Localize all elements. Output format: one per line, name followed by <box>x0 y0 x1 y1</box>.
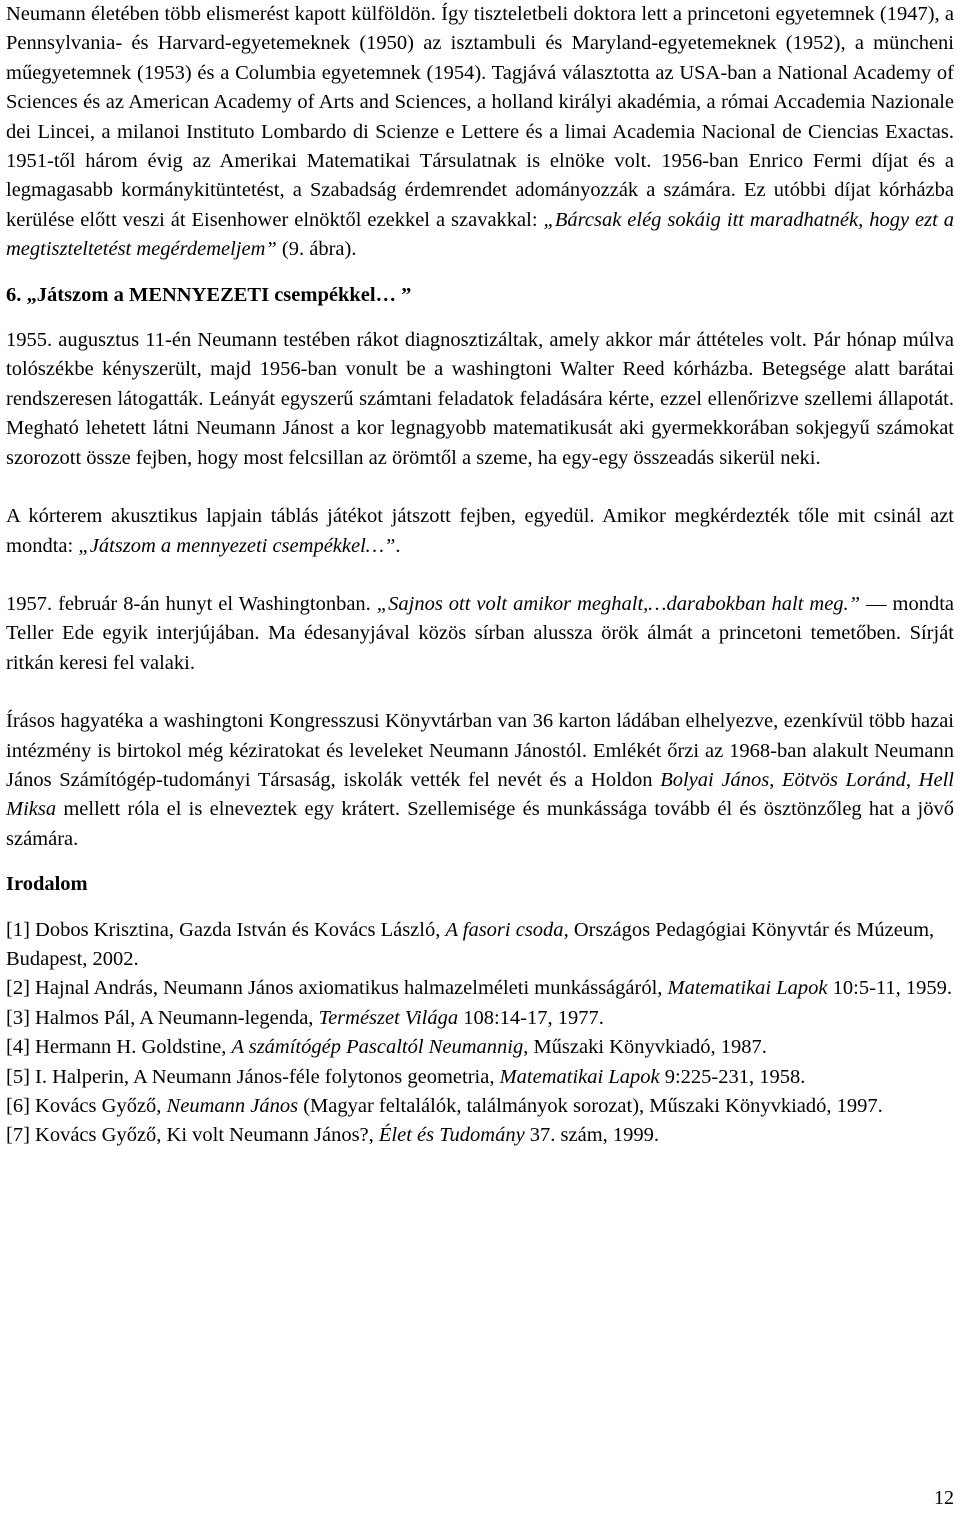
reference-item <box>6 1121 954 1150</box>
text-run: [2] Hajnal András, Neumann János axiomatikus halmazelméleti munkásságáról, <box>6 977 668 1000</box>
italic-text: Bolyai János, Eötvös Loránd, Hell Miksa <box>6 768 954 821</box>
paragraph-illness <box>6 326 954 473</box>
text-run: 10:5-11, 1959. <box>827 977 953 1000</box>
text-run: [3] Halmos Pál, A Neumann-legenda, <box>6 1006 319 1029</box>
reference-item <box>6 1063 954 1092</box>
text-run: 1955. augusztus 11-én Neumann testében rákot diagnosztizáltak, amely akkor már áttételes volt. Pár hónap múlva tolószékbe kényszerült, majd 1956-ban vonult be a washingtoni Walter Reed kórházba. Betegsége alatt barátai rendszeresen látogatták. Leányát egyszerű számtani feladatok feladására kérte, ezzel ellenőrizve szellemi állapotát. Megható lehetett látni Neumann Jánost a kor legnagyobb matematikusát aki gyermekkorában sokjegyű számokat szorozott össze fejben, hogy most felcsillan az örömtől a szeme, ha egy-egy összeadás sikerül neki. <box>6 329 954 469</box>
text-run: , Műszaki Könyvkiadó, 1987. <box>523 1036 767 1059</box>
text-run: 108:14-17, 1977. <box>458 1006 604 1029</box>
text-run: Neumann életében több elismerést kapott külföldön. Így tiszteletbeli doktora lett a princetoni egyetemnek (1947), a Pennsylvania- és Harvard-egyetemeknek (1950) az isztambuli és Maryland-egyetemeknek (1952), a müncheni műegyetemnek (1953) és a Columbia egyetemnek (1954). Tagjává választotta az USA-ban a National Academy of Sciences és az American Academy of Arts and Sciences, a holland királyi akadémia, a római Accademia Nazionale dei Lincei, a milanoi Instituto Lombardo di Scienze e Lettere és a limai Academia Nacional de Ciencias Exactas. 1951-től három évig az Amerikai Matematikai Társulatnak is elnöke volt. 1956-ban Enrico Fermi díjat és a legmagasabb kormánykitüntetést, a Szabadság érdemrendet adományozzák a számára. Ez utóbbi díjat kórházba kerülése előtt veszi át Eisenhower elnöktől ezekkel a szavakkal: <box>6 3 954 231</box>
text-run: [6] Kovács Győző, <box>6 1095 167 1117</box>
italic-text: Neumann János <box>166 1095 299 1117</box>
italic-text: „Bárcsak elég sokáig itt maradhatnék, hogy ezt a megtiszteltetést megérdemeljem” <box>6 208 954 261</box>
reference-item <box>6 1092 954 1121</box>
text-run: [5] I. Halperin, A Neumann János-féle folytonos geometria, <box>6 1065 500 1088</box>
references-list <box>6 916 954 1151</box>
italic-text: Természet Világa <box>318 1006 459 1029</box>
text-run: (9. ábra). <box>276 238 357 261</box>
text-run: (Magyar feltalálók, találmányok sorozat), Műszaki Könyvkiadó, 1997. <box>298 1095 883 1117</box>
text-run: . <box>395 534 401 557</box>
italic-text: „Sajnos ott volt amikor meghalt,…darabokban halt meg.” <box>376 592 861 615</box>
italic-text: Matematikai Lapok <box>499 1065 660 1088</box>
reference-item <box>6 1033 954 1062</box>
italic-text: A fasori csoda <box>445 918 564 941</box>
italic-text: „Játszom a mennyezeti csempékkel…” <box>78 534 396 557</box>
reference-item <box>6 974 954 1003</box>
intro-section <box>6 0 954 265</box>
text-run: [1] Dobos Krisztina, Gazda István és Kovács László, <box>6 918 446 941</box>
paragraph-hospital-room <box>6 502 954 561</box>
italic-text: Matematikai Lapok <box>667 977 828 1000</box>
page-number: 12 <box>934 1487 954 1509</box>
paragraph-honors <box>6 0 954 265</box>
text-run: mellett róla el is elneveztek egy krátert. Szellemisége és munkássága tovább él és ösztönzőleg hat a jövő számára. <box>6 798 954 850</box>
text-run: 1957. február 8-án hunyt el Washingtonban. <box>6 592 377 615</box>
italic-text: A számítógép Pascaltól Neumannig <box>231 1036 524 1059</box>
text-run: [4] Hermann H. Goldstine, <box>6 1036 232 1059</box>
text-run: 37. szám, 1999. <box>524 1124 660 1147</box>
document-page <box>6 0 954 1151</box>
reference-item <box>6 1004 954 1033</box>
text-run: 9:225-231, 1958. <box>659 1065 806 1088</box>
text-run: Írásos hagyatéka a washingtoni Kongresszusi Könyvtárban van 36 karton ládában elhelyezve, ezenkívül több hazai intézmény is birtokol még kéziratokat és leveleket Neumann Jánostól. Emlékét őrzi az 1968-ban alakult Neumann János Számítógép-tudományi Társaság, iskolák vették fel nevét és a Holdon <box>6 710 954 791</box>
text-run: A kórterem akusztikus lapjain táblás játékot játszott fejben, egyedül. Amikor megkérdezték tőle mit csinál azt mondta: <box>6 505 954 557</box>
paragraph-death <box>6 590 954 678</box>
text-run: , Országos Pedagógiai Könyvtár és Múzeum, Budapest, 2002. <box>6 918 935 970</box>
italic-text: Élet és Tudomány <box>378 1124 525 1147</box>
text-run: [7] Kovács Győző, Ki volt Neumann János?, <box>6 1124 379 1147</box>
section-heading: 6. „Játszom a MENNYEZETI csempékkel… ” <box>6 283 412 306</box>
reference-item <box>6 916 954 975</box>
paragraph-legacy <box>6 707 954 854</box>
text-run: — mondta Teller Ede egyik interjújában. Ma édesanyjával közös sírban alussza örök álmát a princetoni temetőben. Sírját ritkán keresi fel valaki. <box>6 592 955 674</box>
body-section <box>6 326 954 854</box>
references-heading: Irodalom <box>6 873 88 896</box>
